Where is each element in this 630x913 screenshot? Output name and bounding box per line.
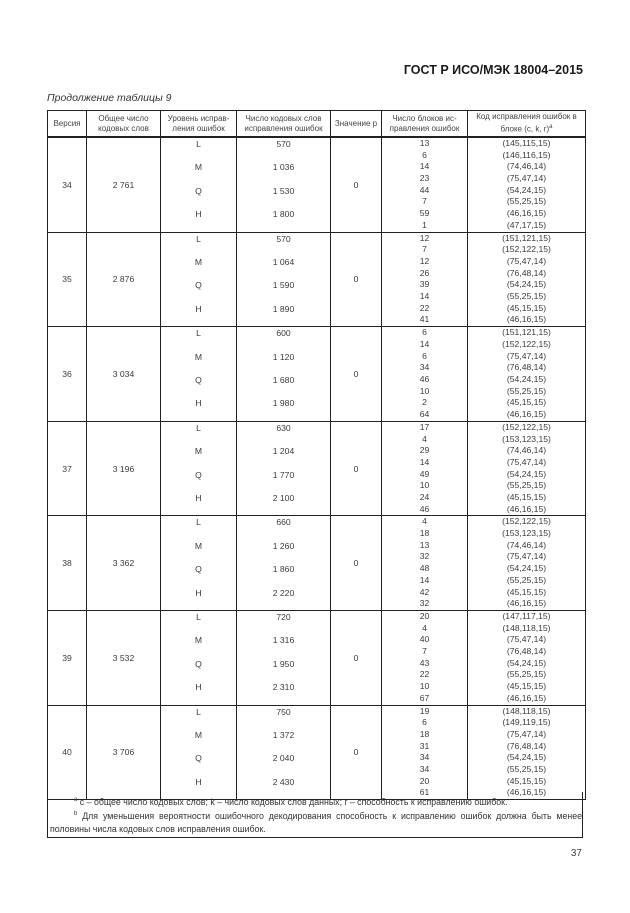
ec-codewords-cell — [237, 327, 331, 422]
block-code-cell — [468, 705, 586, 800]
block-code-cell-item: (54,24,15) — [506, 563, 547, 574]
ec-codewords-cell-item: 1 680 — [272, 374, 295, 385]
block-code-cell-item: (151,121,15) — [502, 232, 551, 243]
ec-blocks-cell-item: 64 — [419, 409, 430, 420]
ec-level-cell-item: H — [195, 587, 202, 598]
col-version: Версия — [48, 111, 87, 138]
ec-blocks-cell-item: 14 — [419, 161, 430, 172]
p-value-cell: 0 — [331, 421, 382, 516]
block-code-cell-item: (147,117,15) — [502, 611, 551, 622]
ec-level-cell-item: Q — [195, 185, 202, 196]
ec-blocks-cell-item: 46 — [419, 503, 430, 514]
ec-codewords-cell-item: 1 590 — [272, 280, 295, 291]
ec-level-cell-item: M — [194, 729, 203, 740]
ec-level-cell-item: H — [195, 776, 202, 787]
block-code-cell-item: (45,15,15) — [506, 681, 547, 692]
block-code-cell — [468, 232, 586, 327]
ec-blocks-cell-item: 20 — [419, 775, 430, 786]
block-code-cell-item: (45,15,15) — [506, 397, 547, 408]
block-code-cell-item: (46,16,15) — [506, 314, 547, 325]
block-code-cell-item: (54,24,15) — [506, 468, 547, 479]
table-caption: Продолжение таблицы 9 — [47, 92, 172, 104]
ec-level-cell — [161, 705, 237, 800]
ec-blocks-cell-item: 43 — [419, 657, 430, 668]
col-total-codewords: Общее число кодовых слов — [87, 111, 161, 138]
ec-blocks-cell-item: 19 — [419, 705, 430, 716]
ec-level-cell-item: M — [194, 162, 203, 173]
footnote-b: $^b$ Для уменьшения вероятности ошибочного декодирования способность к исправлению ошибок должна быть менее половины числа кодовых слов исправления ошибок. — [50, 811, 582, 834]
ec-codewords-cell — [237, 516, 331, 611]
ec-blocks-cell-item: 32 — [419, 551, 430, 562]
ec-blocks-cell-item: 29 — [419, 445, 430, 456]
block-code-cell-item: (76,48,14) — [506, 740, 547, 751]
block-code-cell-item: (146,116,15) — [502, 149, 551, 160]
ec-blocks-cell-item: 14 — [419, 338, 430, 349]
block-code-cell-item: (76,48,14) — [506, 267, 547, 278]
ec-blocks-cell-item: 4 — [422, 622, 427, 633]
ec-level-cell-item: L — [196, 706, 201, 717]
footnote-a: $^a$ c – общее число кодовых слов; k – число кодовых слов данных; r – способность к исправлению ошибок. — [74, 796, 508, 807]
ec-level-cell-item: H — [195, 682, 202, 693]
table-footnotes — [47, 792, 583, 838]
ec-blocks-cell-item: 22 — [419, 669, 430, 680]
ec-table — [47, 110, 586, 800]
ec-level-cell-item: L — [196, 611, 201, 622]
col-ec-level: Уровень исправ-ления ошибок — [161, 111, 237, 138]
ec-level-cell-item: Q — [195, 374, 202, 385]
ec-level-cell-item: Q — [195, 658, 202, 669]
ec-level-cell-item: M — [194, 540, 203, 551]
ec-blocks-cell — [382, 421, 468, 516]
ec-blocks-cell-item: 10 — [419, 480, 430, 491]
ec-codewords-cell-item: 1 064 — [272, 257, 295, 267]
col-ec-blocks: Число блоков ис-правления ошибок — [382, 111, 468, 138]
block-code-cell-item: (75,47,14) — [506, 456, 547, 467]
block-code-cell-item: (75,47,14) — [506, 551, 547, 562]
block-code-cell-item: (145,115,15) — [502, 138, 551, 149]
block-code-cell-item: (46,16,15) — [506, 787, 547, 798]
ec-blocks-cell-item: 44 — [419, 184, 430, 195]
ec-level-cell — [161, 421, 237, 516]
ec-codewords-cell-item: 1 372 — [272, 729, 295, 740]
ec-codewords-cell-item: 2 100 — [272, 492, 295, 503]
ec-level-cell-item: H — [195, 492, 202, 503]
ec-level-cell-item: L — [196, 422, 201, 433]
ec-codewords-cell-item: 1 860 — [272, 564, 295, 575]
ec-codewords-cell-item: 1 260 — [272, 540, 295, 551]
ec-level-cell-item: H — [195, 303, 202, 314]
total-codewords-cell: 2 876 — [87, 232, 161, 327]
ec-blocks-cell-item: 31 — [419, 740, 430, 751]
ec-codewords-cell-item: 1 890 — [272, 303, 295, 314]
ec-codewords-cell-item: 2 430 — [272, 776, 295, 787]
block-code-cell-item: (45,15,15) — [506, 491, 547, 502]
ec-blocks-cell — [382, 516, 468, 611]
ec-blocks-cell-item: 18 — [419, 528, 430, 539]
block-code-cell — [468, 516, 586, 611]
ec-level-cell-item: H — [195, 209, 202, 220]
ec-codewords-cell — [237, 610, 331, 705]
ec-blocks-cell-item: 14 — [419, 456, 430, 467]
block-code-cell-item: (152,122,15) — [502, 244, 551, 255]
ec-blocks-cell-item: 6 — [422, 149, 427, 160]
ec-codewords-cell-item: 1 036 — [272, 162, 295, 173]
ec-blocks-cell — [382, 705, 468, 800]
ec-blocks-cell-item: 4 — [422, 433, 427, 444]
block-code-cell-item: (46,16,15) — [506, 692, 547, 703]
block-code-cell-item: (75,47,14) — [506, 350, 547, 361]
ec-blocks-cell-item: 48 — [419, 563, 430, 574]
table-row — [48, 327, 586, 422]
block-code-cell-item: (45,15,15) — [506, 775, 547, 786]
ec-codewords-cell-item: 2 310 — [272, 682, 295, 693]
ec-codewords-cell-item: 720 — [276, 611, 291, 622]
ec-level-cell-item: M — [194, 351, 203, 362]
ec-level-cell — [161, 327, 237, 422]
block-code-cell-item: (55,25,15) — [506, 196, 547, 207]
block-code-cell-item: (55,25,15) — [506, 669, 547, 680]
col-p-value: Значение p — [331, 111, 382, 138]
block-code-cell — [468, 137, 586, 232]
table-row — [48, 705, 586, 800]
ec-blocks-cell-item: 6 — [422, 350, 427, 361]
block-code-cell-item: (75,47,14) — [506, 256, 547, 267]
p-value-cell: 0 — [331, 327, 382, 422]
ec-codewords-cell-item: 570 — [276, 139, 291, 150]
ec-blocks-cell-item: 42 — [419, 586, 430, 597]
col-block-code: Код исправления ошибок в блоке (c, k, r)$^a$ — [468, 111, 586, 138]
ec-blocks-cell-item: 17 — [419, 421, 430, 432]
block-code-cell-item: (55,25,15) — [506, 764, 547, 775]
ec-blocks-cell-item: 14 — [419, 574, 430, 585]
block-code-cell-item: (54,24,15) — [506, 184, 547, 195]
ec-blocks-cell-item: 22 — [419, 302, 430, 313]
ec-blocks-cell-item: 26 — [419, 267, 430, 278]
version-cell: 36 — [48, 327, 87, 422]
document-code: ГОСТ Р ИСО/МЭК 18004–2015 — [403, 63, 583, 77]
block-code-cell-item: (74,46,14) — [506, 445, 547, 456]
ec-codewords-cell-item: 1 800 — [272, 209, 295, 220]
ec-blocks-cell-item: 13 — [419, 539, 430, 550]
ec-blocks-cell-item: 46 — [419, 373, 430, 384]
block-code-cell-item: (148,118,15) — [502, 622, 551, 633]
ec-blocks-cell-item: 6 — [422, 327, 427, 338]
ec-level-cell-item: M — [194, 635, 203, 646]
block-code-cell-item: (76,48,14) — [506, 362, 547, 373]
block-code-cell-item: (76,48,14) — [506, 646, 547, 657]
block-code-cell-item: (75,47,14) — [506, 728, 547, 739]
block-code-cell-item: (153,123,15) — [502, 528, 551, 539]
col-ec-codewords: Число кодовых слов исправления ошибок — [237, 111, 331, 138]
ec-level-cell-item: L — [196, 328, 201, 339]
ec-blocks-cell-item: 12 — [419, 232, 430, 243]
ec-codewords-cell — [237, 705, 331, 800]
ec-codewords-cell-item: 2 040 — [272, 753, 295, 764]
block-code-cell-item: (45,15,15) — [506, 586, 547, 597]
block-code-cell-item: (152,122,15) — [502, 421, 551, 432]
block-code-cell — [468, 421, 586, 516]
block-code-cell-item: (45,15,15) — [506, 302, 547, 313]
block-code-cell-item: (55,25,15) — [506, 574, 547, 585]
ec-codewords-cell — [237, 421, 331, 516]
table-row — [48, 516, 586, 611]
ec-level-cell-item: M — [194, 257, 203, 267]
p-value-cell: 0 — [331, 137, 382, 232]
ec-blocks-cell-item: 10 — [419, 385, 430, 396]
total-codewords-cell: 3 532 — [87, 610, 161, 705]
ec-level-cell-item: Q — [195, 469, 202, 480]
p-value-cell: 0 — [331, 232, 382, 327]
ec-blocks-cell-item: 12 — [419, 256, 430, 267]
ec-level-cell-item: L — [196, 517, 201, 528]
ec-codewords-cell-item: 600 — [276, 328, 291, 339]
ec-blocks-cell-item: 1 — [422, 219, 427, 230]
ec-blocks-cell-item: 13 — [419, 138, 430, 149]
table-row — [48, 232, 586, 327]
ec-level-cell-item: Q — [195, 280, 202, 291]
block-code-cell-item: (151,121,15) — [502, 327, 551, 338]
ec-codewords-cell-item: 630 — [276, 422, 291, 433]
block-code-cell-item: (55,25,15) — [506, 480, 547, 491]
ec-blocks-cell-item: 39 — [419, 279, 430, 290]
ec-codewords-cell-item: 1 770 — [272, 469, 295, 480]
block-code-cell-item: (75,47,14) — [506, 634, 547, 645]
ec-codewords-cell-item: 660 — [276, 517, 291, 528]
ec-level-cell-item: L — [196, 139, 201, 150]
total-codewords-cell: 3 034 — [87, 327, 161, 422]
block-code-cell — [468, 327, 586, 422]
total-codewords-cell: 3 362 — [87, 516, 161, 611]
block-code-cell-item: (54,24,15) — [506, 752, 547, 763]
block-code-cell-item: (55,25,15) — [506, 385, 547, 396]
block-code-cell-item: (46,16,15) — [506, 208, 547, 219]
block-code-cell-item: (47,17,15) — [506, 219, 547, 230]
ec-blocks-cell-item: 4 — [422, 516, 427, 527]
ec-blocks-cell-item: 10 — [419, 681, 430, 692]
ec-level-cell-item: Q — [195, 564, 202, 575]
block-code-cell-item: (55,25,15) — [506, 291, 547, 302]
block-code-cell-item: (74,46,14) — [506, 161, 547, 172]
ec-level-cell-item: L — [196, 233, 201, 244]
ec-blocks-cell — [382, 232, 468, 327]
version-cell: 40 — [48, 705, 87, 800]
version-cell: 37 — [48, 421, 87, 516]
ec-codewords-cell-item: 1 120 — [272, 351, 295, 362]
total-codewords-cell: 3 196 — [87, 421, 161, 516]
ec-codewords-cell — [237, 137, 331, 232]
ec-blocks-cell-item: 7 — [422, 244, 427, 255]
block-code-cell-item: (54,24,15) — [506, 657, 547, 668]
ec-level-cell-item: M — [194, 446, 203, 457]
p-value-cell: 0 — [331, 705, 382, 800]
ec-blocks-cell-item: 59 — [419, 208, 430, 219]
ec-codewords-cell — [237, 232, 331, 327]
ec-blocks-cell-item: 7 — [422, 196, 427, 207]
ec-codewords-cell-item: 1 980 — [272, 398, 295, 409]
block-code-cell-item: (152,122,15) — [502, 338, 551, 349]
ec-codewords-cell-item: 1 204 — [272, 446, 295, 457]
ec-blocks-cell-item: 2 — [422, 397, 427, 408]
block-code-cell-item: (54,24,15) — [506, 373, 547, 384]
table-row — [48, 137, 586, 232]
ec-codewords-cell-item: 570 — [276, 233, 291, 244]
ec-level-cell — [161, 232, 237, 327]
block-code-cell-item: (54,24,15) — [506, 279, 547, 290]
block-code-cell-item: (153,123,15) — [502, 433, 551, 444]
ec-level-cell-item: H — [195, 398, 202, 409]
table-header-row — [48, 111, 586, 138]
version-cell: 39 — [48, 610, 87, 705]
ec-blocks-cell — [382, 610, 468, 705]
version-cell: 38 — [48, 516, 87, 611]
block-code-cell-item: (46,16,15) — [506, 598, 547, 609]
ec-blocks-cell-item: 24 — [419, 491, 430, 502]
ec-blocks-cell-item: 23 — [419, 173, 430, 184]
ec-codewords-cell-item: 2 220 — [272, 587, 295, 598]
block-code-cell-item: (75,47,14) — [506, 173, 547, 184]
ec-codewords-cell-item: 1 316 — [272, 635, 295, 646]
version-cell: 35 — [48, 232, 87, 327]
version-cell: 34 — [48, 137, 87, 232]
ec-level-cell-item: Q — [195, 753, 202, 764]
ec-blocks-cell — [382, 137, 468, 232]
ec-blocks-cell-item: 7 — [422, 646, 427, 657]
p-value-cell: 0 — [331, 516, 382, 611]
ec-blocks-cell — [382, 327, 468, 422]
ec-blocks-cell-item: 18 — [419, 728, 430, 739]
ec-level-cell — [161, 610, 237, 705]
ec-blocks-cell-item: 49 — [419, 468, 430, 479]
ec-blocks-cell-item: 20 — [419, 611, 430, 622]
block-code-cell-item: (46,16,15) — [506, 409, 547, 420]
table-row — [48, 421, 586, 516]
total-codewords-cell: 3 706 — [87, 705, 161, 800]
block-code-cell-item: (148,118,15) — [502, 705, 551, 716]
block-code-cell — [468, 610, 586, 705]
ec-blocks-cell-item: 40 — [419, 634, 430, 645]
ec-blocks-cell-item: 34 — [419, 362, 430, 373]
ec-blocks-cell-item: 61 — [419, 787, 430, 798]
ec-codewords-cell-item: 1 530 — [272, 185, 295, 196]
ec-blocks-cell-item: 34 — [419, 752, 430, 763]
ec-blocks-cell-item: 6 — [422, 717, 427, 728]
block-code-cell-item: (74,46,14) — [506, 539, 547, 550]
ec-blocks-cell-item: 14 — [419, 291, 430, 302]
total-codewords-cell: 2 761 — [87, 137, 161, 232]
block-code-cell-item: (152,122,15) — [502, 516, 551, 527]
ec-codewords-cell-item: 1 950 — [272, 658, 295, 669]
ec-blocks-cell-item: 67 — [419, 692, 430, 703]
ec-level-cell — [161, 137, 237, 232]
page-number: 37 — [570, 848, 582, 859]
table-row — [48, 610, 586, 705]
ec-blocks-cell-item: 34 — [419, 764, 430, 775]
p-value-cell: 0 — [331, 610, 382, 705]
ec-level-cell — [161, 516, 237, 611]
ec-blocks-cell-item: 41 — [419, 314, 430, 325]
ec-codewords-cell-item: 750 — [276, 706, 291, 717]
ec-blocks-cell-item: 32 — [419, 598, 430, 609]
block-code-cell-item: (46,16,15) — [506, 503, 547, 514]
block-code-cell-item: (149,119,15) — [502, 717, 551, 728]
